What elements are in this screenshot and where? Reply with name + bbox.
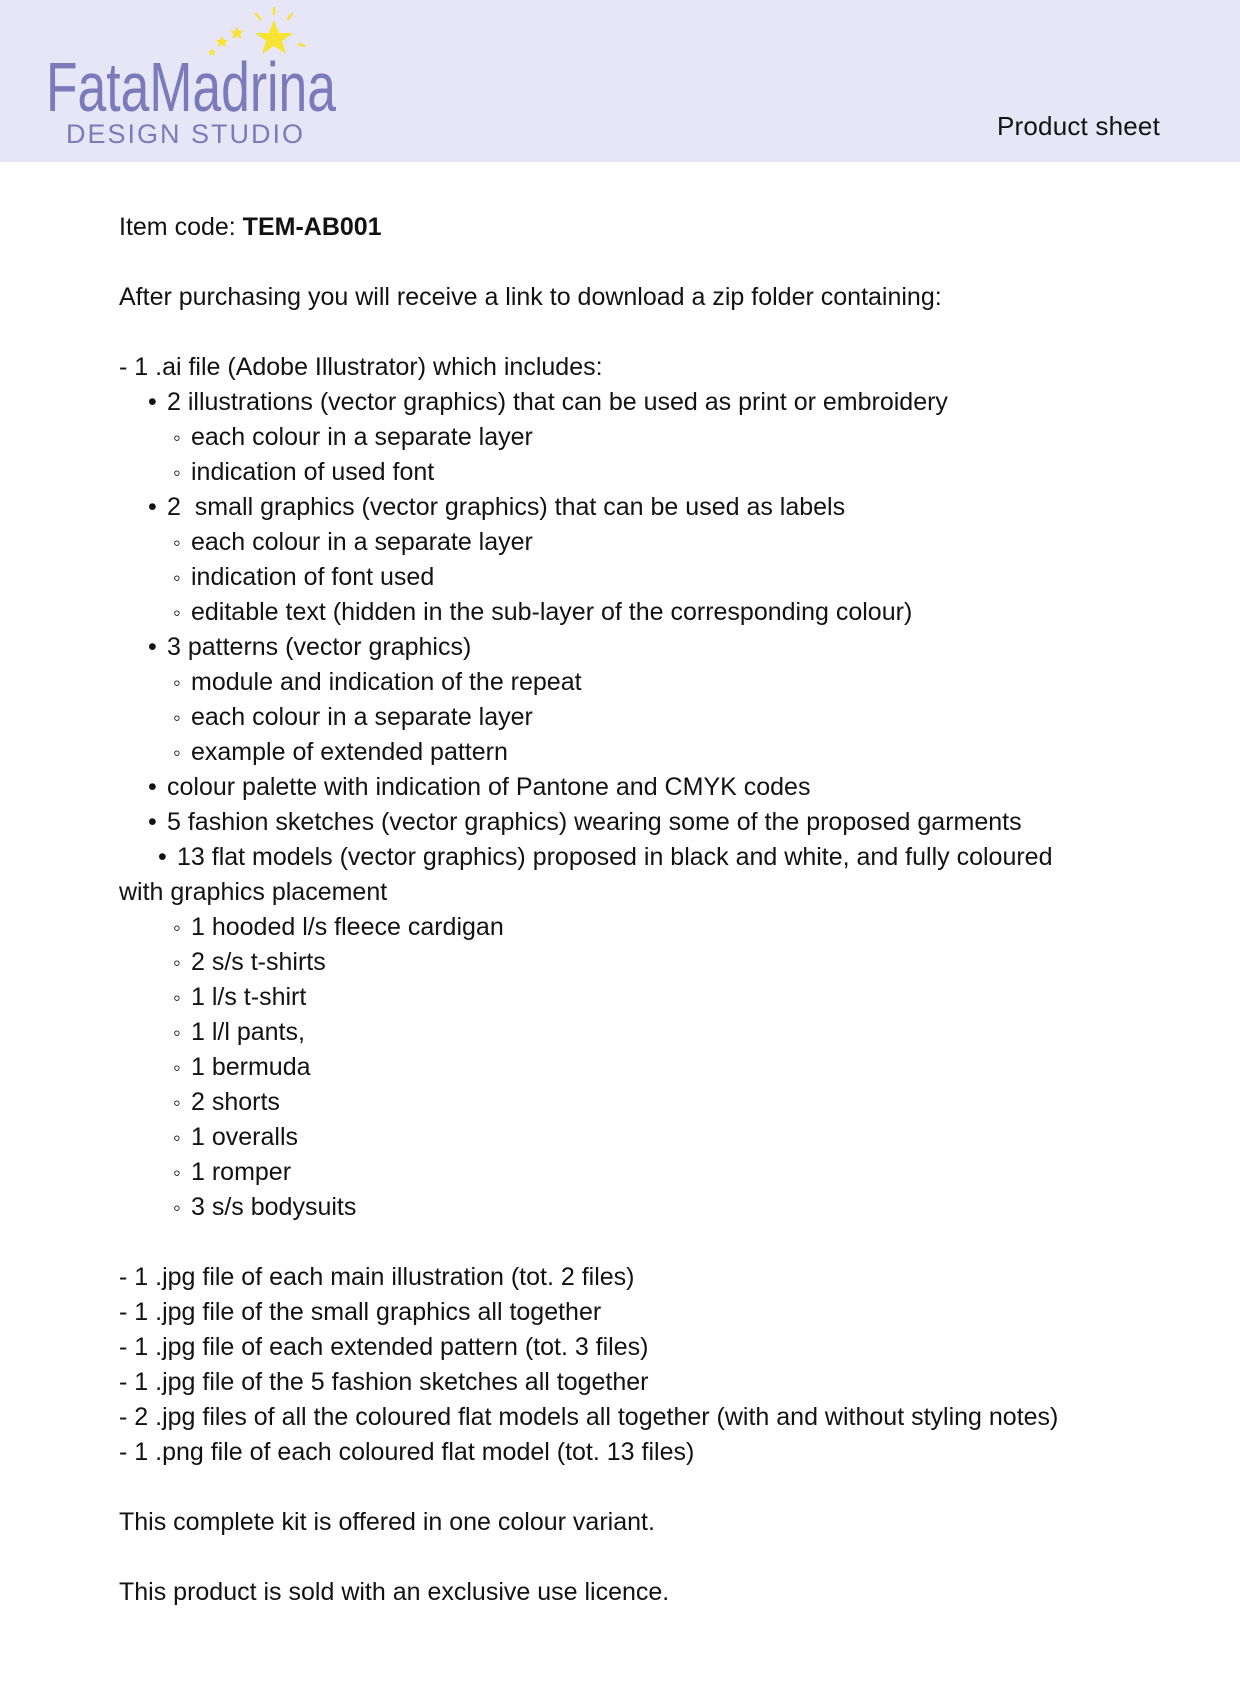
product-sheet-body xyxy=(119,210,1179,1610)
file-list-item: - 1 .png file of each coloured flat model (tot. 13 files) xyxy=(119,1438,695,1466)
list-subitem: ◦ example of extended pattern xyxy=(119,735,1179,770)
list-subitem: ◦ editable text (hidden in the sub-layer of the corresponding colour) xyxy=(119,595,1179,630)
brand-name: FataMadrina xyxy=(46,48,337,126)
list-subitem: ◦ 1 romper xyxy=(119,1155,1179,1190)
list-item-flat-models-continued: with graphics placement xyxy=(119,878,388,906)
item-code-value: TEM-AB001 xyxy=(242,213,382,241)
list-item-palette: • colour palette with indication of Pantone and CMYK codes xyxy=(119,770,1179,805)
file-list-item: - 1 .jpg file of the 5 fashion sketches all together xyxy=(119,1368,649,1396)
brand-subtitle: DESIGN STUDIO xyxy=(66,119,306,149)
item-code-label: Item code: xyxy=(119,213,243,241)
list-subitem: ◦ each colour in a separate layer xyxy=(119,420,1179,455)
list-subitem: ◦ 2 shorts xyxy=(119,1085,1179,1120)
list-subitem: ◦ each colour in a separate layer xyxy=(119,525,1179,560)
file-list-item: - 1 .jpg file of each main illustration (tot. 2 files) xyxy=(119,1263,635,1291)
header-band xyxy=(0,0,1240,162)
file-list-item: - 1 .jpg file of the small graphics all together xyxy=(119,1298,602,1326)
intro-text: After purchasing you will receive a link to download a zip folder containing: xyxy=(119,283,942,311)
list-subitem: ◦ 1 l/s t-shirt xyxy=(119,980,1179,1015)
variant-note: This complete kit is offered in one colour variant. xyxy=(119,1508,655,1536)
list-subitem: ◦ 1 l/l pants, xyxy=(119,1015,1179,1050)
list-subitem: ◦ 3 s/s bodysuits xyxy=(119,1190,1179,1225)
licence-note: This product is sold with an exclusive use licence. xyxy=(119,1578,670,1606)
list-item-sketches: • 5 fashion sketches (vector graphics) wearing some of the proposed garments xyxy=(119,805,1179,840)
list-subitem: ◦ 1 overalls xyxy=(119,1120,1179,1155)
list-item-small-graphics: • 2 small graphics (vector graphics) that can be used as labels xyxy=(119,490,1179,525)
list-item-flat-models: • 13 flat models (vector graphics) proposed in black and white, and fully coloured xyxy=(119,840,1179,875)
ai-file-title: - 1 .ai file (Adobe Illustrator) which includes: xyxy=(119,353,603,381)
file-list-item: - 1 .jpg file of each extended pattern (tot. 3 files) xyxy=(119,1333,649,1361)
item-code-line xyxy=(119,210,1179,245)
page-title: Product sheet xyxy=(996,111,1160,141)
list-subitem: ◦ indication of used font xyxy=(119,455,1179,490)
brand-logo xyxy=(44,8,374,156)
list-item-patterns: • 3 patterns (vector graphics) xyxy=(119,630,1179,665)
file-list-item: - 2 .jpg files of all the coloured flat models all together (with and without styling notes) xyxy=(119,1403,1059,1431)
list-subitem: ◦ 2 s/s t-shirts xyxy=(119,945,1179,980)
list-subitem: ◦ module and indication of the repeat xyxy=(119,665,1179,700)
list-subitem: ◦ indication of font used xyxy=(119,560,1179,595)
list-subitem: ◦ each colour in a separate layer xyxy=(119,700,1179,735)
list-subitem: ◦ 1 hooded l/s fleece cardigan xyxy=(119,910,1179,945)
list-subitem: ◦ 1 bermuda xyxy=(119,1050,1179,1085)
list-item-illustrations: • 2 illustrations (vector graphics) that can be used as print or embroidery xyxy=(119,385,1179,420)
